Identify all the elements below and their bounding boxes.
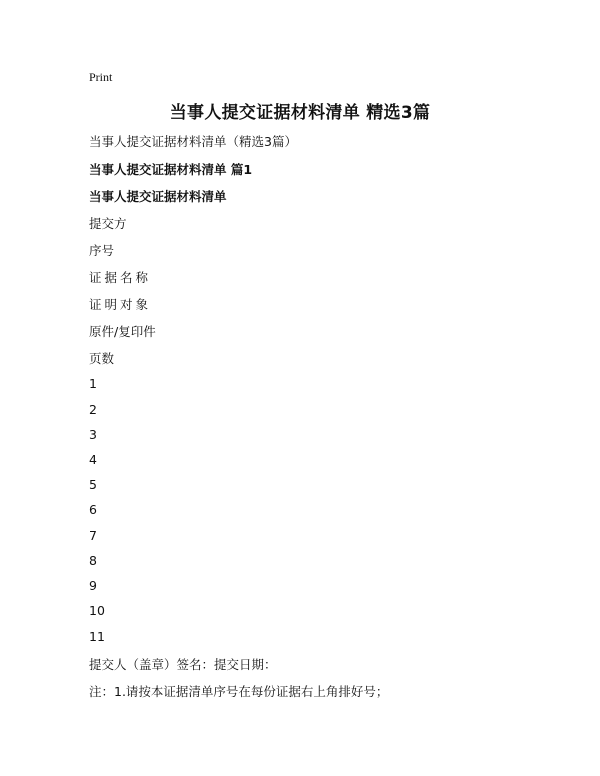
field-evidence-name: 证据名称: [89, 270, 152, 285]
field-pages: 页数: [89, 351, 115, 366]
row-number: 4: [89, 452, 97, 467]
field-serial-no: 序号: [89, 243, 115, 258]
field-submitter: 提交方: [89, 216, 127, 231]
row-number: 11: [89, 629, 105, 644]
row-number: 7: [89, 528, 97, 543]
row-number: 2: [89, 402, 97, 417]
row-number: 8: [89, 553, 97, 568]
row-number: 6: [89, 502, 97, 517]
row-number: 3: [89, 427, 97, 442]
document-title: 当事人提交证据材料清单 精选3篇: [169, 103, 431, 123]
section-heading: 当事人提交证据材料清单 篇1: [89, 162, 253, 177]
list-heading: 当事人提交证据材料清单: [89, 189, 227, 204]
note-line: 注：1.请按本证据清单序号在每份证据右上角排好号；: [89, 684, 389, 699]
row-number: 5: [89, 477, 97, 492]
field-original-copy: 原件/复印件: [89, 324, 156, 339]
field-proof-object: 证明对象: [89, 297, 152, 312]
print-label: Print: [89, 70, 113, 84]
row-number: 9: [89, 578, 97, 593]
row-number: 1: [89, 376, 97, 391]
document-subtitle: 当事人提交证据材料清单（精选3篇）: [89, 134, 297, 149]
row-number: 10: [89, 603, 105, 618]
signature-line: 提交人（盖章）签名：提交日期：: [89, 657, 277, 672]
